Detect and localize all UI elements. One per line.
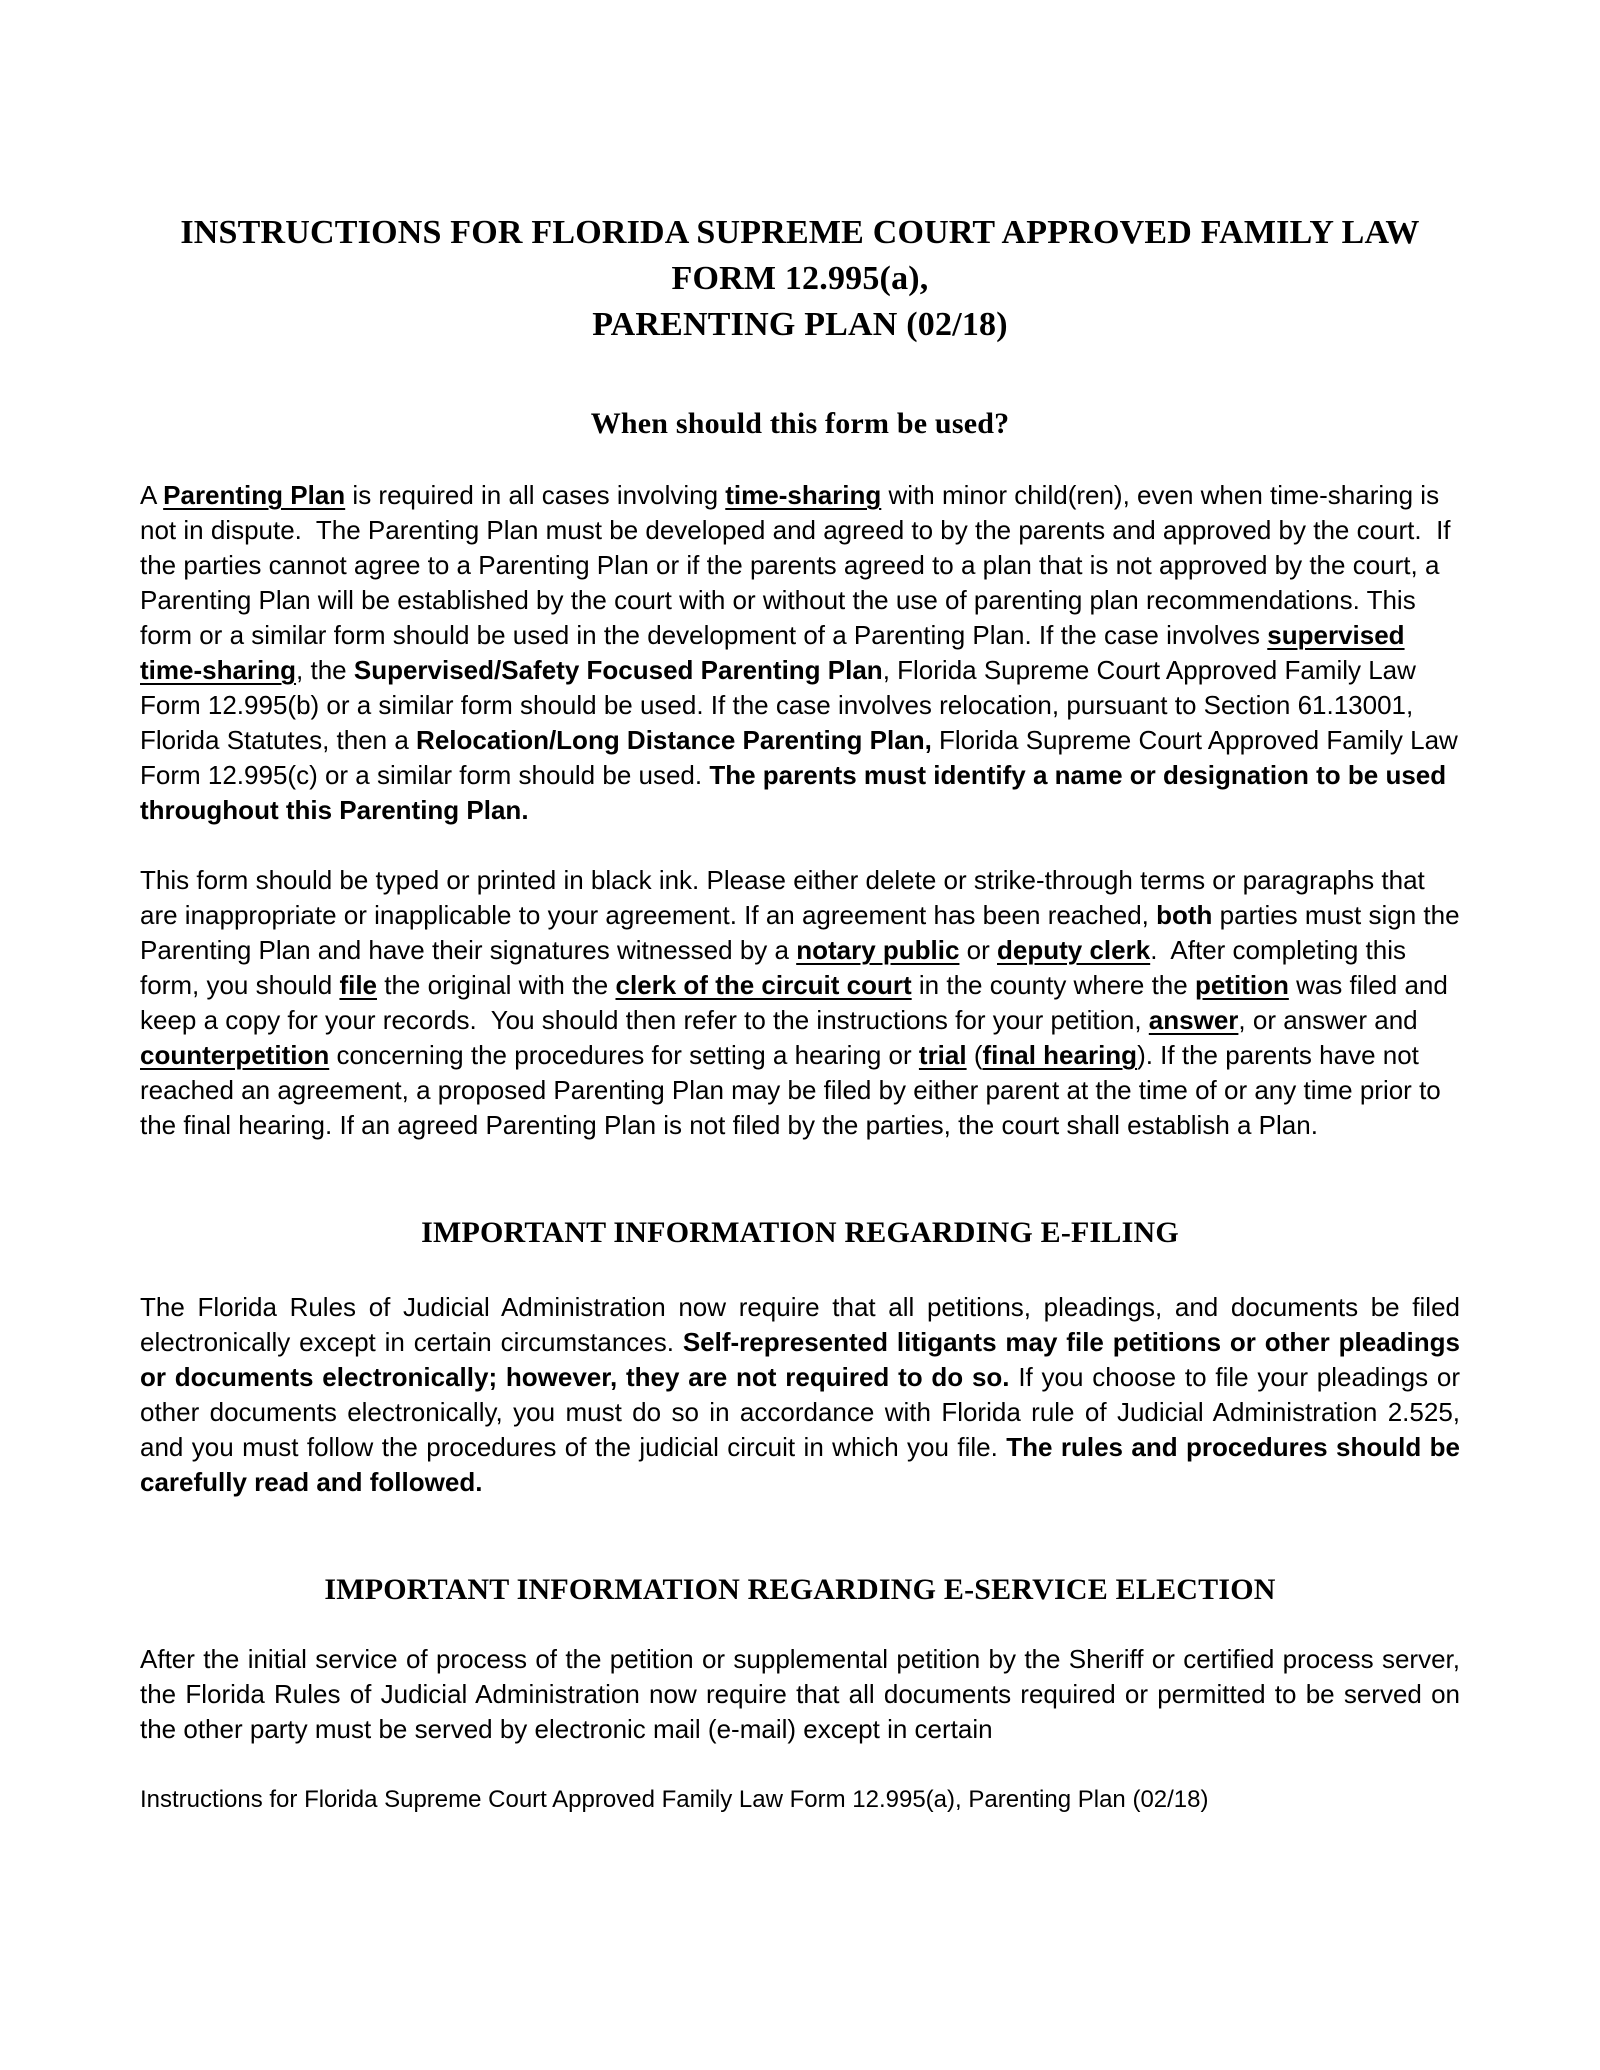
text-run: with minor child(ren), even when time-sharing is not in dispute. The Parenting Plan must be developed and agreed to by the parents and approved by the court. If the parties cannot agree to a Parenting Plan or if the parents agreed to a plan that is not approved by the court, a Parenting Plan will be established by the court with or without the use of parenting plan recommendations. This form or a similar form should be used in the development of a Parenting Plan. If the case involves (140, 480, 1451, 650)
text-run: counterpetition (140, 1040, 330, 1070)
text-run: final hearing (982, 1040, 1138, 1070)
text-run: , Florida Supreme Court Approved Family Law Form 12.995(b) or a similar form should be used. If the case involves relocation, pursuant to Section 61.13001, Florida Statutes, then a (140, 655, 1416, 755)
text-run: The parents must identify a name or designation to be used throughout this Parenting Plan. (140, 760, 1447, 825)
text-run: petition (1194, 970, 1289, 1000)
section-heading-efiling: IMPORTANT INFORMATION REGARDING E-FILING (421, 1216, 1179, 1249)
text-run: file (339, 970, 378, 1000)
text-run: , or answer and (1238, 1005, 1418, 1035)
title-line-1: INSTRUCTIONS FOR FLORIDA SUPREME COURT APPROVED FAMILY LAW (180, 214, 1420, 251)
section-heading-when-used: When should this form be used? (590, 407, 1010, 440)
document-title (140, 210, 1460, 348)
text-run: deputy clerk (997, 935, 1151, 965)
paragraph-efiling (140, 1290, 1460, 1500)
text-run: A (140, 480, 164, 510)
text-run: ( (966, 1040, 983, 1070)
text-run: is required in all cases involving (345, 480, 726, 510)
paragraph-eservice (140, 1642, 1460, 1747)
text-run: parties must sign the Parenting Plan and have their signatures witnessed by a (140, 900, 1460, 965)
text-run: concerning the procedures for setting a hearing or (329, 1040, 919, 1070)
text-run: or (959, 935, 998, 965)
text-run: answer (1148, 1005, 1239, 1035)
text-run: . After completing this form, you should (140, 935, 1406, 1000)
text-run: If you choose to file your pleadings or other documents electronically, you must do so in accordance with Florida rule of Judicial Administration 2.525, and you must follow the procedures of the judicial circuit in which you file. (140, 1362, 1460, 1462)
text-run: Parenting Plan (163, 480, 346, 510)
text-run: Supervised/Safety Focused Parenting Plan (353, 655, 883, 685)
section-heading-eservice: IMPORTANT INFORMATION REGARDING E-SERVICE ELECTION (324, 1573, 1276, 1606)
text-run: ). If the parents have not reached an agreement, a proposed Parenting Plan may be filed by either parent at the time of or any time prior to the final hearing. If an agreed Parenting Plan is not filed by the parties, the court shall establish a Plan. (140, 1040, 1441, 1140)
text-run: supervised time-sharing (140, 620, 1405, 685)
page-footer: Instructions for Florida Supreme Court Approved Family Law Form 12.995(a), Parenting Plan (02/18) (140, 1786, 1209, 1813)
text-run: clerk of the circuit court (615, 970, 912, 1000)
text-run: After the initial service of process of the petition or supplemental petition by the Sheriff or certified process server, the Florida Rules of Judicial Administration now require that all documents required or permitted to be served on the other party must be served by electronic mail (e-mail) except in certain (140, 1644, 1460, 1744)
text-run: trial (918, 1040, 967, 1070)
paragraph-completion (140, 863, 1460, 1143)
paragraph-usage (140, 478, 1460, 828)
text-run: Florida Supreme Court Approved Family Law Form 12.995(c) or a similar form should be used. (140, 725, 1458, 790)
text-run: Relocation/Long Distance Parenting Plan, (416, 725, 932, 755)
text-run: time-sharing (725, 480, 882, 510)
text-run: in the county where the (911, 970, 1195, 1000)
text-run: The Florida Rules of Judicial Administration now require that all petitions, pleadings, and documents be filed electronically except in certain circumstances. (140, 1292, 1460, 1357)
text-run: notary public (796, 935, 960, 965)
text-run: The rules and procedures should be carefully read and followed. (140, 1432, 1460, 1497)
text-run: was filed and keep a copy for your records. You should then refer to the instructions for your petition, (140, 970, 1448, 1035)
title-line-3: PARENTING PLAN (02/18) (592, 306, 1008, 343)
title-line-2: FORM 12.995(a), (671, 260, 929, 297)
text-run: Self-represented litigants may file petitions or other pleadings or documents electronically; however, they are not required to do so. (140, 1327, 1460, 1392)
text-run: This form should be typed or printed in black ink. Please either delete or strike-through terms or paragraphs that are inappropriate or inapplicable to your agreement. If an agreement has been reached, (140, 865, 1425, 930)
text-run: the original with the (377, 970, 616, 1000)
text-run: both (1156, 900, 1213, 930)
text-run: , the (296, 655, 354, 685)
